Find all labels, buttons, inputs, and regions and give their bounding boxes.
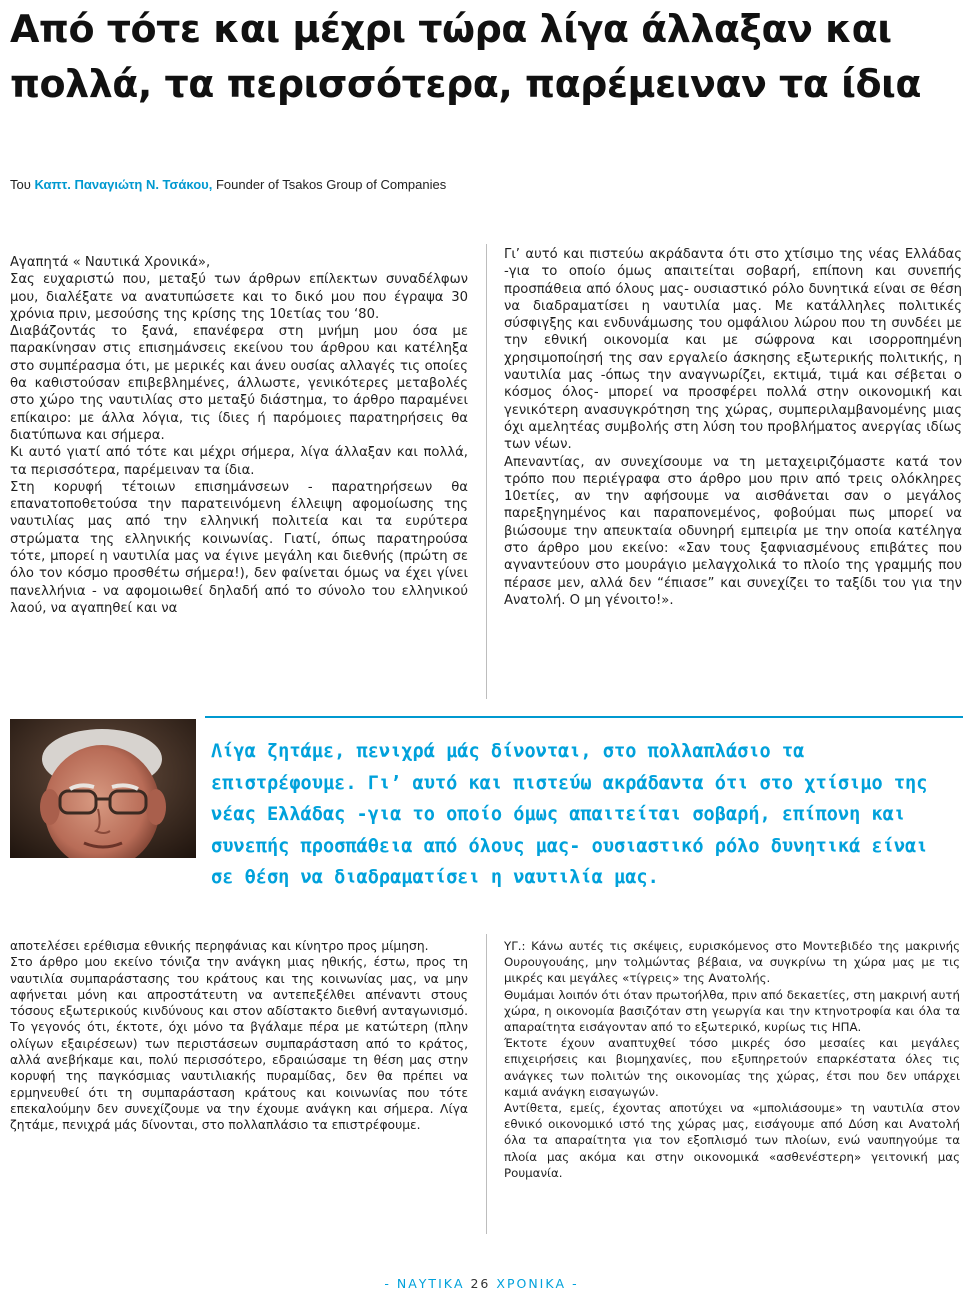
paragraph: Στο άρθρο μου εκείνο τόνιζα την ανάγκη μιας ηθικής, έστω, προς τη ναυτιλία συμπαράστασης του κράτους και της κοινωνίας μας, να μην αφήνεται μόνη και απροστάτευτη να αντεπεξέλθει απέναντι στους τόσους εξωτερικούς κινδύνους και στον αδίστακτο διεθνή ανταγωνισμό. Το γεγονός ότι, έκτοτε, όχι μόνο τα βγάλαμε πέρα με κατώτερη (πλην ολίγων εξαιρέσεων) των περιστάσεων συμπαράσταση από το κράτος, αλλά ανεβήκαμε και, πολύ περισσότερο, εδραιώσαμε τη θέση μας στην κορυφή της παγκόσμιας ναυτιλιακής πυραμίδας, δεν θα πρέπει να ερμηνευθεί ότι τη συμπαράσταση κράτους και κοινωνίας που τότε επεκαλούμην δεν συνεχίζουμε να την έχουμε ανάγκη και σήμερα. Λίγα ζητάμε, πενιχρά μάς δίνονται, στο πολλαπλάσιο τα επιστρέφουμε.: [10, 955, 468, 1133]
paragraph: Έκτοτε έχουν αναπτυχθεί τόσο μικρές όσο μεσαίες και μεγάλες επιχειρήσεις και βιομηχανίες, που εξυπηρετούν επαρκέστατα όλες τις ανάγκες των πολιτών της οικονομίας της χώρας, έτσι που δεν υπάρχει καμιά ανάγκη εισαγωγών.: [504, 1036, 960, 1099]
author-portrait: [10, 719, 196, 858]
paragraph: Διαβάζοντάς το ξανά, επανέφερα στη μνήμη μου όσα με παρακίνησαν στις επισημάνσεις εκείνου του άρθρου και κατέληξα στο συμπέρασμα ότι, με μερικές και άνευ ουσίας αλλαγές τις οποίες θα καθιστούσαν επιβεβλημένες, άλλωστε, γενικότερες μεταβολές στο χώρο της ναυτιλίας στο μεταξύ διάστημα, το άρθρο παραμένει επίκαιρο: με άλλα λόγια, τις ίδιες ή παρόμοιες παρατηρήσεις θα διατύπωνα και σήμερα.: [10, 324, 468, 443]
footer-dash-right: -: [572, 1276, 579, 1291]
paragraph: Γι’ αυτό και πιστεύω ακράδαντα ότι στο χτίσιμο της νέας Ελλάδας -για το οποίο όμως απαιτείται σοβαρή, επίπονη και συνεπής προσπάθεια από όλους μας- ουσιαστικό ρόλο δυνητικά είναι σε θέση να διαδραματίσει η ναυτιλία μας. Με κατάλληλες πολιτικές σύσφιγξης και ενδυνάμωσης του ομφάλιου λώρου που τη συνδέει με την εθνική οικονομία και με σώφρονα και ισορροπημένη χρησιμοποίησή της σαν εργαλείο άσκησης εξωτερικής πολιτικής, η ναυτιλία μας -όπως την αναγνωρίζει, εκτιμά, τιμά και σέβεται ο κόσμος όλος- μπορεί να προσφέρει πολλά στην οικονομική και γενικότερη ανασυγκρότηση της χώρας, συμπεριλαμβανομένης μιας όχι αμελητέας συμβολής στη λύση του προβλήματος ανεργίας ιδίως των νέων.: [504, 247, 962, 453]
footer-magazine-word: ΝΑΥΤΙΚΑ: [396, 1276, 465, 1291]
pull-quote-text: Λίγα ζητάμε, πενιχρά μάς δίνονται, στο πολλαπλάσιο τα επιστρέφουμε. Γι’ αυτό και πιστεύω ακράδαντα ότι στο χτίσιμο της νέας Ελλάδας -για το οποίο όμως απαιτείται σοβαρή, επίπονη και συνεπής προσπάθεια από όλους μας- ουσιαστικό ρόλο δυνητικά είναι σε θέση να διαδραματίσει η ναυτιλία μας.: [211, 741, 928, 888]
page-footer: [0, 1276, 963, 1291]
paragraph: Στη κορυφή τέτοιων επισημάνσεων - παρατηρήσεων θα επανατοποθετούσα την παρατεινόμενη έλλειψη αφομοίωσης της ναυτιλίας μας από την ελληνική πολιτεία και τα ευρύτερα στρώματα της ελληνικής κοινωνίας. Γιατί, όπως παρατηρούσα τότε, μπορεί η ναυτιλία μας να έγινε μεγάλη και διεθνής (πρώτη σε όλο τον κόσμο προσθέτω σήμερα!), δεν φαίνεται όμως να έχει γίνει πανελλήνια - να αφομοιωθεί δηλαδή από το σύνολο του ελληνικού λαού, να αγαπηθεί και να: [10, 479, 468, 616]
upper-left-column: [10, 254, 468, 617]
byline-prefix: Του: [10, 177, 35, 192]
paragraph: ΥΓ.: Κάνω αυτές τις σκέψεις, ευρισκόμενος στο Μοντεβιδέο της μακρινής Ουρουγουάης, μην τολμώντας βέβαια, να συγκρίνω τη χώρα μας με τις μικρές και μεγάλες «τίγρεις» της Ανατολής.: [504, 939, 960, 986]
paragraph: Θυμάμαι λοιπόν ότι όταν πρωτοήλθα, πριν από δεκαετίες, στη μακρινή αυτή χώρα, η οικονομία βασιζόταν στη γεωργία και την κτηνοτροφία και όλα τα απαραίτητα εισάγονταν από το εξωτερικό, κυρίως τις ΗΠΑ.: [504, 987, 960, 1035]
upper-right-column: [504, 246, 962, 609]
page-number: 26: [470, 1276, 491, 1291]
lower-right-column: [504, 938, 960, 1181]
paragraph: αποτελέσει ερέθισμα εθνικής περηφάνιας και κίνητρο προς μίμηση.: [10, 939, 429, 953]
paragraph: Κι αυτό γιατί από τότε και μέχρι σήμερα, λίγα άλλαξαν και πολλά, τα περισσότερα, παρέμειναν τα ίδια.: [10, 445, 468, 478]
paragraph: Αντίθετα, εμείς, έχοντας αποτύχει να «μπολιάσουμε» τη ναυτιλία στον εθνικό οικονομικό ιστό της χώρας μας, εισάγουμε από Δύση και Ανατολή όλα τα απαραίτητα για τον εξοπλισμό των πλοίων, ενώ ναυπηγούμε τα πλοία μας ακόμα και στην οικονομικά «ασθενέστερη» γειτονική μας Ρουμανία.: [504, 1101, 960, 1180]
portrait-image: [10, 719, 196, 858]
byline: [10, 177, 446, 192]
article-title: Από τότε και μέχρι τώρα λίγα άλλαξαν και πολλά, τα περισσότερα, παρέμειναν τα ίδια: [10, 7, 921, 106]
paragraph: Απεναντίας, αν συνεχίσουμε να τη μεταχειριζόμαστε κατά τον τρόπο που περιέγραφα στο άρθρο μου πριν από τρεις ολόκληρες 10ετίες, αν την αφήσουμε να αισθάνεται σαν ο μεγάλος παρεξηγημένος και παραπονεμένος, φοβούμαι πως μπορεί να βιώσουμε την απευκταία οδυνηρή εμπειρία με την οποία κατέληγα στο άρθρο μου εκείνο: «Σαν τους ξαφνιασμένους επιβάτες που αγναντεύουν στο μουράγιο μελαγχολικά το πλοίο της γραμμής που πέρασε μεν, αλλά δεν “έπιασε” και συνεχίζει το ταξίδι του για την Ανατολή. Ο μη γένοιτο!».: [504, 454, 962, 608]
paragraph: Σας ευχαριστώ που, μεταξύ των άρθρων επίλεκτων συναδέλφων μου, διαλέξατε να ανατυπώσετε και το δικό μου που έγραψα 30 χρόνια πριν, μεσούσης της κρίσης της 10ετίας του ‘80.: [10, 272, 468, 322]
byline-suffix: Founder of Tsakos Group of Companies: [212, 177, 447, 192]
footer-dash-left: -: [384, 1276, 391, 1291]
column-divider-upper: [486, 244, 487, 699]
column-divider-lower: [486, 934, 487, 1234]
byline-author: Καπτ. Παναγιώτη Ν. Τσάκου,: [34, 177, 213, 192]
paragraph: Αγαπητά « Ναυτικά Χρονικά»,: [10, 255, 211, 270]
lower-left-column: [10, 938, 468, 1134]
footer-magazine-word: ΧΡΟΝΙΚΑ: [496, 1276, 567, 1291]
pull-quote: [205, 716, 963, 888]
